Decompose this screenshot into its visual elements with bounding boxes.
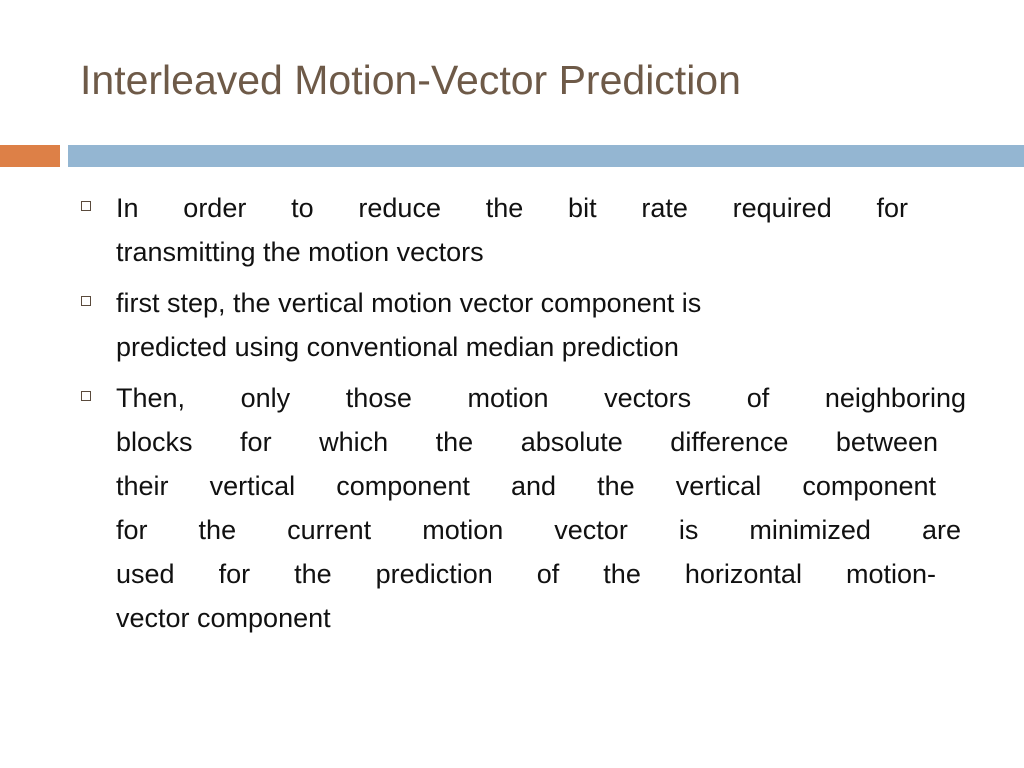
title-divider-bar [68,145,1024,167]
bullet-text-line: vector component [116,603,331,633]
hollow-square-bullet-icon [81,296,91,306]
hollow-square-bullet-icon [81,201,91,211]
bullet-text-line: for the current motion vector is minimized are [116,515,961,545]
bullet-text-line: transmitting the motion vectors [116,237,484,267]
bullet-text-line: blocks for which the absolute difference between [116,427,938,457]
bullet-text-line: used for the prediction of the horizontal motion- [116,559,936,589]
bullet-text-line: first step, the vertical motion vector component is [116,288,702,318]
bullet-item-2 [80,281,970,369]
bullet-list [80,186,970,647]
hollow-square-bullet-icon [81,391,91,401]
bullet-text-line: their vertical component and the vertical component [116,471,936,501]
bullet-text-line: predicted using conventional median prediction [116,332,679,362]
title-divider-accent [0,145,60,167]
slide-title: Interleaved Motion-Vector Prediction [80,57,741,103]
bullet-item-3 [80,376,970,640]
bullet-text-line: Then, only those motion vectors of neighboring [116,383,966,413]
bullet-text-line: In order to reduce the bit rate required for [116,193,908,223]
bullet-item-1 [80,186,970,274]
